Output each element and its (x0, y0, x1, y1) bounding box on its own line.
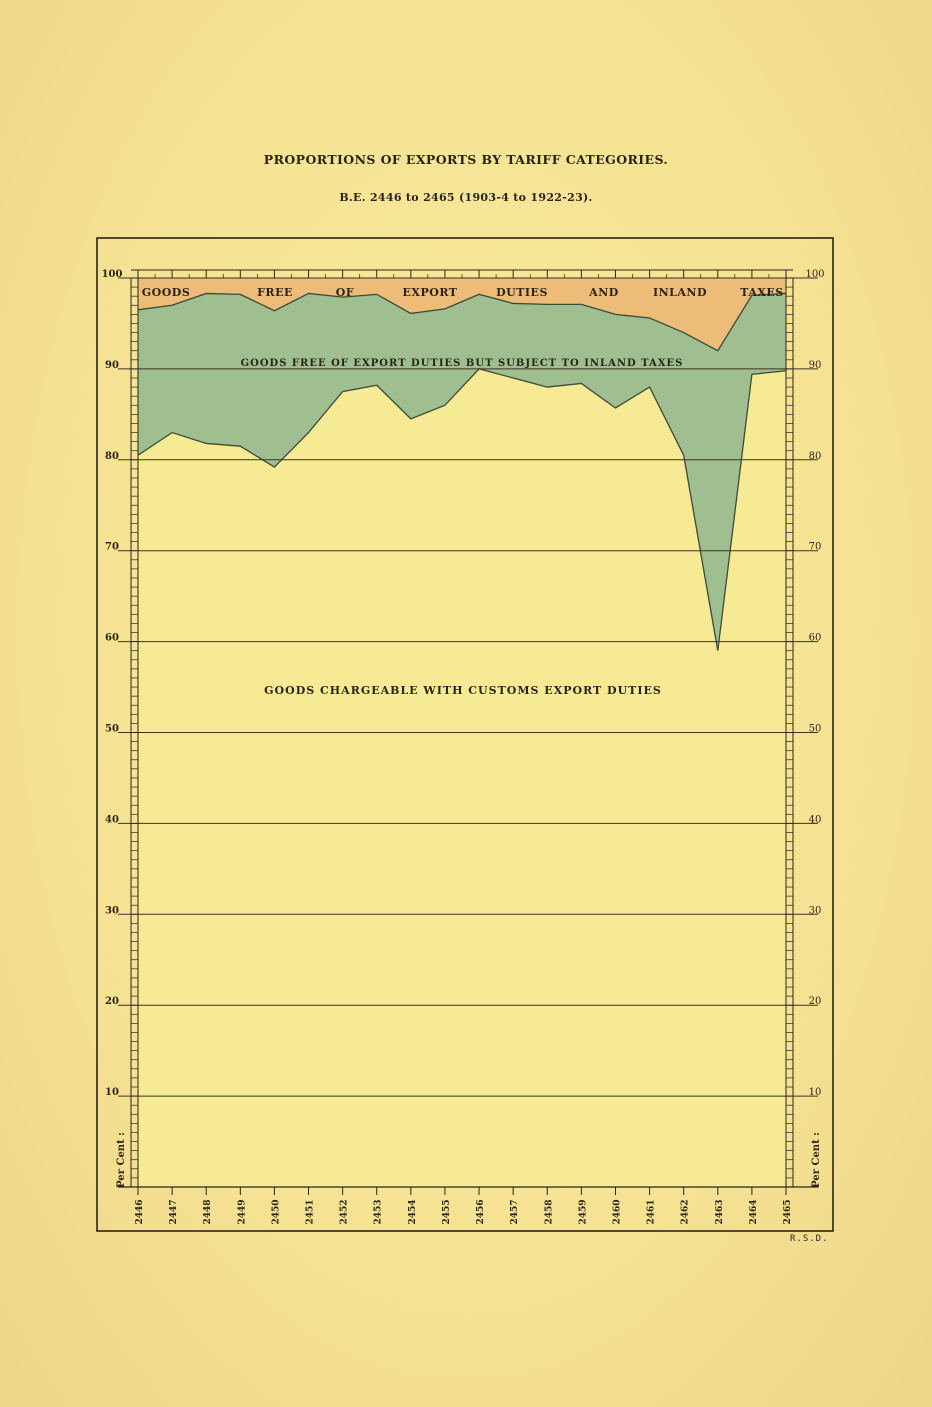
x-tick-label: 2446 (135, 1199, 145, 1225)
y-axis-label-right: Per Cent : (811, 1132, 822, 1188)
y-tick-label-left: 90 (105, 359, 119, 371)
y-tick-label-right: 70 (808, 541, 822, 553)
y-tick-label-right: 50 (808, 723, 822, 735)
x-tick-label: 2462 (680, 1199, 691, 1225)
area-label-word: FREE (257, 286, 293, 299)
area-label-word: EXPORT (402, 286, 458, 299)
area-series-1 (138, 369, 786, 1187)
x-tick-label: 2456 (476, 1199, 487, 1225)
y-tick-label-right: 10 (808, 1087, 822, 1099)
x-tick-label: 2464 (748, 1199, 759, 1225)
y-tick-label-right: 90 (808, 359, 822, 371)
area-label-word: TAXES (740, 286, 784, 299)
x-tick-label: 2449 (237, 1199, 248, 1225)
y-tick-label-right: 20 (808, 996, 822, 1008)
credit-initials: R.S.D. (790, 1234, 829, 1244)
area-label-word: GOODS (141, 286, 191, 299)
area-label-middle: GOODS FREE OF EXPORT DUTIES BUT SUBJECT TO INLAND TAXES (240, 358, 684, 369)
area-label-bottom: GOODS CHARGEABLE WITH CUSTOMS EXPORT DUTIES (264, 684, 662, 697)
y-tick-label-right: 60 (808, 632, 822, 644)
y-tick-label-left: 80 (105, 450, 119, 462)
y-tick-label-left: 20 (105, 996, 119, 1008)
x-tick-label: 2460 (612, 1199, 623, 1225)
area-label-word: AND (589, 286, 619, 299)
x-tick-label: 2465 (783, 1199, 793, 1225)
x-tick-label: 2451 (305, 1199, 316, 1225)
x-tick-label: 2450 (271, 1199, 282, 1225)
chart-subtitle: B.E. 2446 to 2465 (1903-4 to 1922-23). (339, 191, 593, 204)
y-tick-label-left: 30 (105, 905, 119, 917)
y-axis-label-left: Per Cent : (116, 1132, 127, 1188)
chart-title: PROPORTIONS OF EXPORTS BY TARIFF CATEGORIES. (263, 152, 669, 167)
y-tick-label-right: 100 (805, 269, 825, 280)
x-tick-label: 2459 (578, 1199, 589, 1225)
x-tick-label: 2452 (339, 1199, 350, 1225)
x-tick-label: 2453 (373, 1199, 384, 1225)
area-label-word: DUTIES (496, 286, 548, 299)
x-tick-label: 2455 (441, 1199, 452, 1225)
x-tick-label: 2454 (407, 1199, 418, 1225)
y-tick-label-left: 10 (105, 1087, 119, 1099)
x-tick-label: 2458 (544, 1199, 555, 1225)
area-label-word: OF (335, 286, 355, 299)
y-tick-label-right: 30 (808, 905, 822, 917)
y-tick-label-left: 40 (105, 814, 119, 826)
x-tick-label: 2448 (203, 1199, 214, 1225)
y-tick-label-left: 60 (105, 632, 119, 644)
y-tick-label-left: 70 (105, 541, 119, 553)
x-tick-label: 2461 (646, 1199, 657, 1225)
y-tick-label-left: 50 (105, 723, 119, 735)
x-tick-label: 2457 (510, 1199, 521, 1225)
x-tick-label: 2463 (714, 1199, 725, 1225)
y-tick-label-right: 80 (808, 450, 822, 462)
y-tick-label-right: 40 (808, 814, 822, 826)
area-label-word: INLAND (652, 286, 708, 299)
x-tick-label: 2447 (169, 1199, 180, 1225)
y-tick-label-left: 100 (101, 269, 123, 280)
